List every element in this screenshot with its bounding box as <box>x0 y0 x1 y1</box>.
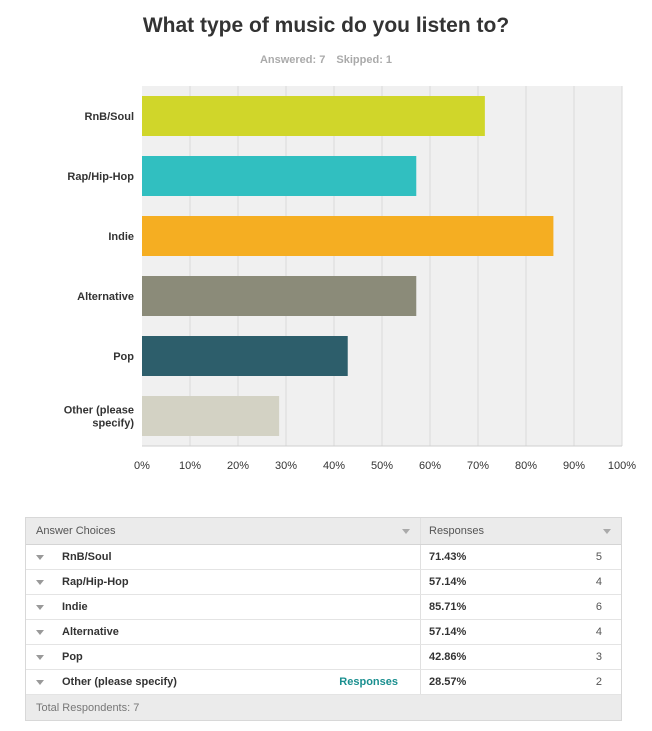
sort-arrow-icon[interactable] <box>402 529 410 534</box>
expand-arrow-icon[interactable] <box>36 680 44 685</box>
answer-choice: Other (please specify) <box>62 676 177 688</box>
tick-labels <box>134 460 636 472</box>
category-label: Indie <box>108 231 134 243</box>
table-row <box>26 595 621 620</box>
response-percent: 57.14% <box>429 576 467 588</box>
response-count: 6 <box>595 601 602 613</box>
x-tick-label: 80% <box>514 460 538 472</box>
answer-choices-header[interactable] <box>26 518 421 544</box>
bar[interactable] <box>142 96 485 136</box>
response-count: 2 <box>595 676 602 688</box>
x-tick-label: 10% <box>178 460 202 472</box>
expand-arrow-icon[interactable] <box>36 605 44 610</box>
category-label: Rap/Hip-Hop <box>67 171 134 183</box>
answer-choices-header-label: Answer Choices <box>36 525 116 537</box>
total-respondents: Total Respondents: 7 <box>36 701 140 714</box>
response-count: 4 <box>595 626 602 638</box>
x-tick-label: 0% <box>134 460 150 472</box>
answer-choice: Pop <box>62 651 83 663</box>
view-responses-link[interactable]: Responses <box>339 676 398 688</box>
category-label: Alternative <box>77 291 134 303</box>
table-row <box>26 545 621 570</box>
answer-choice: Alternative <box>62 626 119 638</box>
table-header <box>26 518 621 545</box>
x-tick-label: 40% <box>322 460 346 472</box>
bar[interactable] <box>142 156 416 196</box>
table-row <box>26 670 621 695</box>
answer-choice: RnB/Soul <box>62 551 112 563</box>
response-percent: 85.71% <box>429 601 467 613</box>
expand-arrow-icon[interactable] <box>36 555 44 560</box>
response-percent: 71.43% <box>429 551 467 563</box>
x-tick-label: 100% <box>607 460 637 472</box>
bar[interactable] <box>142 216 553 256</box>
responses-header-label: Responses <box>429 525 485 537</box>
x-tick-label: 20% <box>226 460 250 472</box>
expand-arrow-icon[interactable] <box>36 630 44 635</box>
category-label: Pop <box>113 351 134 363</box>
x-tick-label: 90% <box>562 460 586 472</box>
x-tick-label: 30% <box>274 460 298 472</box>
category-label: RnB/Soul <box>84 111 134 123</box>
response-percent: 57.14% <box>429 626 467 638</box>
response-count: 4 <box>595 576 602 588</box>
response-count: 5 <box>595 551 602 563</box>
x-tick-label: 60% <box>418 460 442 472</box>
answered-count: Answered: 7 <box>259 54 326 66</box>
answer-choice: Rap/Hip-Hop <box>62 576 129 588</box>
response-percent: 28.57% <box>429 676 467 688</box>
table-footer <box>26 695 621 720</box>
response-percent: 42.86% <box>429 651 467 663</box>
category-labels <box>64 111 135 430</box>
responses-header[interactable] <box>421 518 621 544</box>
table-row <box>26 570 621 595</box>
skipped-count: Skipped: 1 <box>336 54 393 66</box>
table-row <box>26 645 621 670</box>
expand-arrow-icon[interactable] <box>36 580 44 585</box>
responses-table <box>25 517 622 721</box>
category-label: Other (please specify) <box>63 404 134 430</box>
sort-arrow-icon[interactable] <box>603 529 611 534</box>
chart-title: What type of music do you listen to? <box>142 14 510 37</box>
answer-choice: Indie <box>62 601 88 613</box>
x-tick-label: 50% <box>370 460 394 472</box>
table-row <box>26 620 621 645</box>
response-stats <box>0 54 652 66</box>
response-count: 3 <box>595 651 602 663</box>
bar[interactable] <box>142 336 348 376</box>
bar[interactable] <box>142 276 416 316</box>
expand-arrow-icon[interactable] <box>36 655 44 660</box>
bar[interactable] <box>142 396 279 436</box>
x-tick-label: 70% <box>466 460 490 472</box>
